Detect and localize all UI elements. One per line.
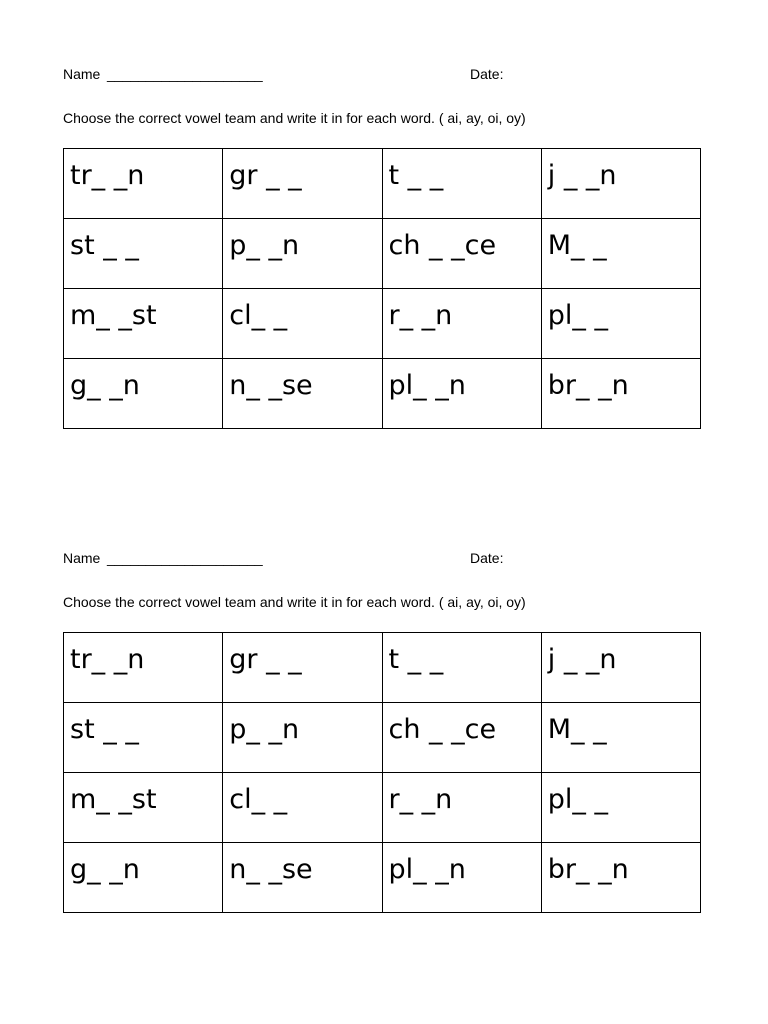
word-cell[interactable]: [382, 773, 541, 843]
word-cell[interactable]: [382, 219, 541, 289]
name-blank-line[interactable]: ____________________: [107, 550, 263, 566]
word-cell[interactable]: [64, 843, 223, 913]
table-row: [64, 149, 701, 219]
table-row: [64, 289, 701, 359]
word-cell[interactable]: [64, 703, 223, 773]
instructions: Choose the correct vowel team and write it in for each word. ( ai, ay, oi, oy): [63, 110, 526, 126]
header-line: [63, 64, 703, 84]
word-prompt: cl_ _: [229, 299, 288, 331]
word-prompt: br_ _n: [547, 853, 629, 885]
word-prompt: m_ _st: [70, 299, 157, 331]
name-label: Name: [63, 66, 101, 82]
word-prompt: gr _ _: [229, 159, 302, 191]
word-prompt: t _ _: [388, 643, 444, 675]
word-prompt: M_ _: [547, 713, 607, 745]
word-prompt: j _ _n: [547, 643, 617, 675]
word-prompt: t _ _: [388, 159, 444, 191]
word-prompt: n_ _se: [229, 853, 313, 885]
word-cell[interactable]: [541, 219, 700, 289]
word-prompt: r_ _n: [388, 299, 453, 331]
word-cell[interactable]: [382, 289, 541, 359]
word-prompt: pl_ _n: [388, 853, 466, 885]
word-cell[interactable]: [64, 359, 223, 429]
word-cell[interactable]: [223, 149, 382, 219]
word-prompt: j _ _n: [547, 159, 617, 191]
word-cell[interactable]: [382, 359, 541, 429]
word-prompt: ch _ _ce: [388, 229, 497, 261]
word-prompt: ch _ _ce: [388, 713, 497, 745]
word-cell[interactable]: [541, 703, 700, 773]
word-cell[interactable]: [541, 359, 700, 429]
word-cell[interactable]: [64, 773, 223, 843]
word-cell[interactable]: [382, 703, 541, 773]
word-prompt: pl_ _: [547, 299, 608, 331]
word-prompt: tr_ _n: [70, 643, 145, 675]
word-prompt: st _ _: [70, 713, 139, 745]
word-prompt: st _ _: [70, 229, 139, 261]
word-prompt: br_ _n: [547, 369, 629, 401]
word-cell[interactable]: [64, 289, 223, 359]
table-row: [64, 843, 701, 913]
word-cell[interactable]: [541, 843, 700, 913]
word-cell[interactable]: [541, 773, 700, 843]
table-row: [64, 633, 701, 703]
word-cell[interactable]: [223, 289, 382, 359]
word-prompt: M_ _: [547, 229, 607, 261]
word-cell[interactable]: [223, 633, 382, 703]
instructions: Choose the correct vowel team and write it in for each word. ( ai, ay, oi, oy): [63, 594, 526, 610]
word-cell[interactable]: [541, 633, 700, 703]
table-row: [64, 773, 701, 843]
word-cell[interactable]: [223, 843, 382, 913]
word-table: [63, 632, 701, 913]
word-cell[interactable]: [223, 773, 382, 843]
word-cell[interactable]: [64, 149, 223, 219]
word-prompt: p_ _n: [229, 713, 300, 745]
word-cell[interactable]: [223, 703, 382, 773]
word-cell[interactable]: [541, 149, 700, 219]
word-prompt: p_ _n: [229, 229, 300, 261]
name-label: Name: [63, 550, 101, 566]
word-cell[interactable]: [382, 633, 541, 703]
word-prompt: pl_ _n: [388, 369, 466, 401]
date-label: Date:: [470, 550, 504, 566]
table-row: [64, 219, 701, 289]
word-prompt: gr _ _: [229, 643, 302, 675]
word-cell[interactable]: [223, 359, 382, 429]
word-prompt: pl_ _: [547, 783, 608, 815]
word-cell[interactable]: [382, 149, 541, 219]
header-line: [63, 548, 703, 568]
word-prompt: m_ _st: [70, 783, 157, 815]
word-table: [63, 148, 701, 429]
table-row: [64, 359, 701, 429]
word-cell[interactable]: [64, 633, 223, 703]
worksheet-1: [63, 64, 703, 401]
word-prompt: cl_ _: [229, 783, 288, 815]
word-cell[interactable]: [64, 219, 223, 289]
word-prompt: g_ _n: [70, 369, 140, 401]
table-row: [64, 703, 701, 773]
word-cell[interactable]: [382, 843, 541, 913]
word-prompt: r_ _n: [388, 783, 453, 815]
word-prompt: g_ _n: [70, 853, 140, 885]
word-cell[interactable]: [223, 219, 382, 289]
word-prompt: tr_ _n: [70, 159, 145, 191]
word-prompt: n_ _se: [229, 369, 313, 401]
date-label: Date:: [470, 66, 504, 82]
worksheet-2: [63, 548, 703, 885]
word-cell[interactable]: [541, 289, 700, 359]
name-blank-line[interactable]: ____________________: [107, 66, 263, 82]
